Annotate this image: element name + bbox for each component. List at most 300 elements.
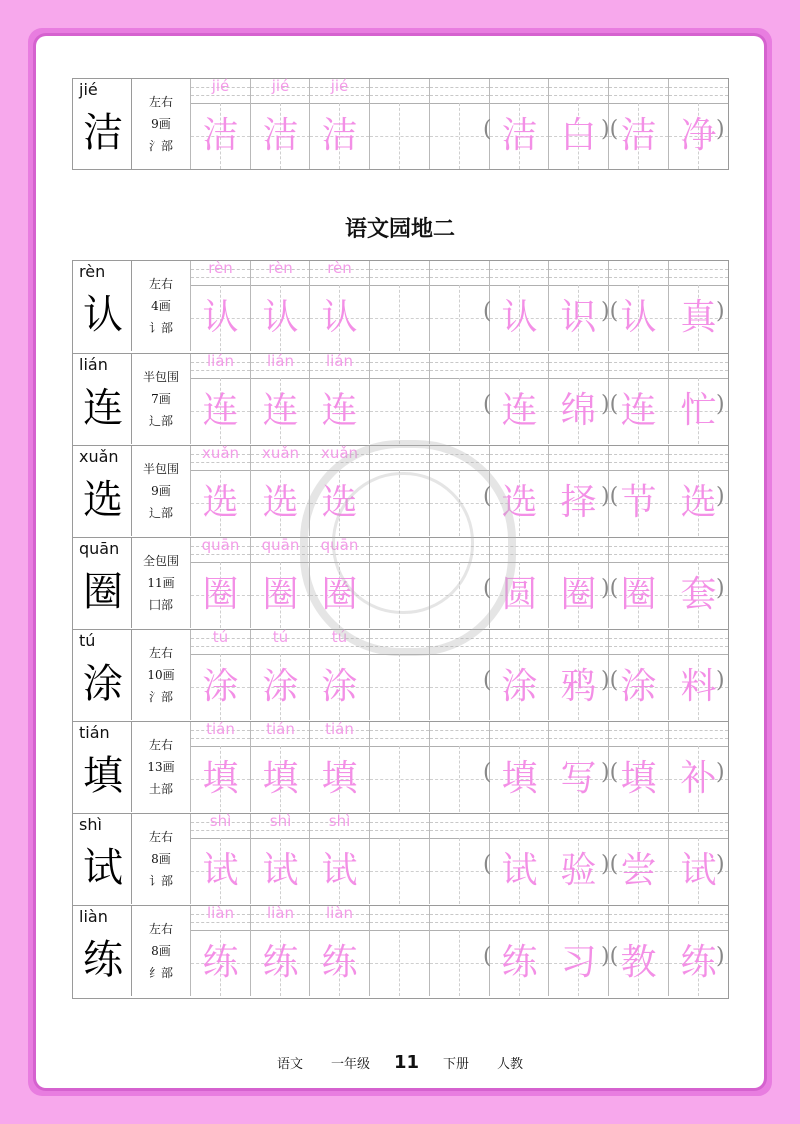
trace-pinyin: tú (212, 628, 229, 646)
pinyin-line (490, 738, 549, 739)
pinyin-line (609, 454, 668, 455)
pinyin-line (430, 738, 489, 739)
word-character: 涂 (501, 666, 538, 707)
pinyin-line (310, 277, 369, 278)
word-parenthesis: ) (716, 944, 725, 969)
pinyin-line (669, 95, 728, 96)
writing-grid (190, 79, 728, 169)
pinyin-line (549, 454, 608, 455)
grid-cell (309, 79, 369, 169)
pinyin-line (370, 362, 429, 363)
grid-cell (548, 722, 608, 812)
grid-cell (548, 261, 608, 351)
row-pinyin: tú (79, 631, 96, 650)
pinyin-line (549, 822, 608, 823)
trace-character: 填 (321, 758, 358, 799)
pinyin-line (669, 370, 728, 371)
pinyin-line (191, 370, 250, 371)
grid-cell (250, 814, 310, 904)
word-character: 绵 (560, 390, 597, 431)
stroke-count: 4画 (151, 299, 171, 313)
trace-pinyin: quān (261, 536, 300, 554)
row-character: 选 (83, 477, 123, 523)
pinyin-line (549, 462, 608, 463)
practice-row (73, 905, 728, 996)
trace-pinyin: rèn (208, 259, 233, 277)
pinyin-line (669, 922, 728, 923)
character-info (131, 630, 191, 720)
row-character: 试 (83, 845, 123, 891)
word-parenthesis: ( (483, 668, 492, 693)
row-character: 洁 (83, 110, 123, 156)
grid-cell (250, 906, 310, 996)
pinyin-line (549, 95, 608, 96)
pinyin-line (490, 370, 549, 371)
pinyin-line (669, 87, 728, 88)
pinyin-line (251, 738, 310, 739)
watermark-seal (300, 440, 516, 656)
pinyin-line (191, 646, 250, 647)
trace-pinyin: liàn (206, 904, 235, 922)
pinyin-line (370, 822, 429, 823)
word-parenthesis: ( (483, 299, 492, 324)
structure-label: 左右 (148, 646, 173, 660)
word-character: 忙 (680, 390, 717, 431)
grid-cell (190, 906, 250, 996)
pinyin-line (549, 554, 608, 555)
character-info (131, 906, 191, 996)
pinyin-line (430, 822, 489, 823)
character-info (131, 722, 191, 812)
pinyin-line (609, 914, 668, 915)
page-number: 11 (393, 1052, 420, 1073)
pinyin-line (669, 738, 728, 739)
grid-cell (369, 906, 429, 996)
pinyin-line (669, 646, 728, 647)
word-character: 选 (680, 482, 717, 523)
guide-line-v (459, 838, 460, 904)
writing-grid (190, 722, 728, 812)
trace-pinyin: quān (320, 536, 359, 554)
pinyin-line (310, 370, 369, 371)
trace-character: 圈 (262, 574, 299, 615)
radical-label: 辶部 (148, 414, 173, 428)
word-parenthesis: ( (483, 852, 492, 877)
trace-character: 涂 (321, 666, 358, 707)
grid-cell (369, 79, 429, 169)
pinyin-line (490, 95, 549, 96)
pinyin-line (490, 822, 549, 823)
pinyin-line (549, 914, 608, 915)
practice-row (73, 79, 728, 169)
pinyin-line (549, 87, 608, 88)
trace-character: 试 (202, 850, 239, 891)
trace-pinyin: shì (269, 812, 292, 830)
row-pinyin: rèn (79, 262, 106, 281)
pinyin-line (370, 738, 429, 739)
pinyin-line (609, 638, 668, 639)
guide-line-v (459, 103, 460, 169)
pinyin-line (549, 277, 608, 278)
trace-character: 试 (262, 850, 299, 891)
word-parenthesis: )( (601, 117, 619, 142)
pinyin-line (251, 922, 310, 923)
trace-pinyin: tián (325, 720, 354, 738)
word-character: 验 (560, 850, 597, 891)
row-character: 填 (83, 753, 123, 799)
word-parenthesis: ) (716, 760, 725, 785)
row-character: 认 (83, 292, 123, 338)
pinyin-line (549, 638, 608, 639)
grid-cell (190, 722, 250, 812)
pinyin-line (251, 95, 310, 96)
grid-cell (548, 79, 608, 169)
word-character: 写 (560, 758, 597, 799)
row-pinyin: tián (79, 723, 110, 742)
writing-grid (190, 354, 728, 444)
pinyin-line (370, 830, 429, 831)
word-parenthesis: )( (601, 852, 619, 877)
pinyin-line (251, 277, 310, 278)
grid-cell (369, 354, 429, 444)
pinyin-line (609, 922, 668, 923)
pinyin-line (191, 462, 250, 463)
pinyin-line (430, 277, 489, 278)
pinyin-line (609, 554, 668, 555)
pinyin-line (191, 922, 250, 923)
pinyin-line (191, 554, 250, 555)
stroke-count: 8画 (151, 944, 171, 958)
footer-subject: 语文 (276, 1057, 303, 1072)
trace-pinyin: jié (330, 77, 349, 95)
trace-pinyin: xuǎn (320, 444, 359, 462)
guide-line-v (399, 378, 400, 444)
row-pinyin: shì (79, 815, 102, 834)
stroke-count: 11画 (147, 576, 175, 590)
grid-cell (190, 354, 250, 444)
pinyin-line (549, 830, 608, 831)
grid-cell (489, 261, 549, 351)
footer-volume: 下册 (443, 1057, 470, 1072)
pinyin-line (370, 922, 429, 923)
radical-label: 氵部 (148, 139, 173, 153)
pinyin-line (609, 95, 668, 96)
trace-pinyin: shì (328, 812, 351, 830)
pinyin-line (310, 922, 369, 923)
trace-character: 洁 (321, 115, 358, 156)
grid-cell (190, 814, 250, 904)
word-character: 练 (501, 942, 538, 983)
pinyin-line (490, 362, 549, 363)
trace-pinyin: liàn (325, 904, 354, 922)
trace-pinyin: tián (266, 720, 295, 738)
pinyin-line (191, 738, 250, 739)
trace-pinyin: jié (211, 77, 230, 95)
word-character: 教 (620, 942, 657, 983)
trace-pinyin: shì (209, 812, 232, 830)
pinyin-line (490, 830, 549, 831)
structure-label: 左右 (148, 922, 173, 936)
pinyin-line (370, 914, 429, 915)
grid-cell (250, 630, 310, 720)
pinyin-line (549, 730, 608, 731)
guide-line-v (399, 103, 400, 169)
practice-row (73, 721, 728, 812)
word-parenthesis: ( (483, 944, 492, 969)
pinyin-line (490, 730, 549, 731)
structure-label: 左右 (148, 95, 173, 109)
pinyin-line (430, 370, 489, 371)
radical-label: 囗部 (148, 598, 173, 612)
grid-cell (548, 814, 608, 904)
grid-cell (489, 906, 549, 996)
trace-pinyin: tú (331, 628, 348, 646)
pinyin-line (310, 830, 369, 831)
grid-cell (190, 538, 250, 628)
pinyin-line (370, 730, 429, 731)
pinyin-line (549, 269, 608, 270)
character-info (131, 814, 191, 904)
trace-pinyin: quān (201, 536, 240, 554)
word-parenthesis: )( (601, 668, 619, 693)
grid-cell (548, 906, 608, 996)
guide-line-v (459, 930, 460, 996)
pinyin-line (669, 362, 728, 363)
stroke-count: 8画 (151, 852, 171, 866)
trace-character: 圈 (202, 574, 239, 615)
grid-cell (429, 906, 489, 996)
practice-row (73, 353, 728, 444)
pinyin-line (609, 462, 668, 463)
trace-character: 选 (262, 482, 299, 523)
grid-cell (250, 261, 310, 351)
word-character: 试 (501, 850, 538, 891)
word-parenthesis: ( (483, 392, 492, 417)
grid-cell (190, 79, 250, 169)
word-parenthesis: )( (601, 944, 619, 969)
guide-line-v (399, 746, 400, 812)
grid-cell (489, 630, 549, 720)
pinyin-line (609, 370, 668, 371)
word-character: 圈 (560, 574, 597, 615)
pinyin-line (609, 269, 668, 270)
word-character: 圈 (620, 574, 657, 615)
trace-pinyin: liàn (266, 904, 295, 922)
word-character: 圆 (501, 574, 538, 615)
grid-cell (190, 261, 250, 351)
footer-edition: 人教 (497, 1057, 524, 1072)
grid-cell (369, 722, 429, 812)
word-parenthesis: )( (601, 299, 619, 324)
grid-cell (190, 446, 250, 536)
structure-label: 全包围 (142, 554, 179, 568)
pinyin-line (669, 554, 728, 555)
word-parenthesis: ) (716, 668, 725, 693)
trace-pinyin: tú (272, 628, 289, 646)
pinyin-line (669, 830, 728, 831)
guide-line-v (399, 654, 400, 720)
word-parenthesis: ( (483, 117, 492, 142)
guide-line-v (399, 930, 400, 996)
trace-character: 连 (321, 390, 358, 431)
word-character: 鸦 (560, 666, 597, 707)
pinyin-line (251, 646, 310, 647)
guide-line-v (459, 378, 460, 444)
row-pinyin: liàn (79, 907, 108, 926)
practice-row (73, 261, 728, 351)
pinyin-line (370, 370, 429, 371)
row-character: 练 (83, 937, 123, 983)
grid-cell (429, 722, 489, 812)
word-character: 连 (501, 390, 538, 431)
trace-character: 填 (262, 758, 299, 799)
word-character: 节 (620, 482, 657, 523)
grid-cell (369, 261, 429, 351)
radical-label: 辶部 (148, 506, 173, 520)
row-character: 连 (83, 385, 123, 431)
trace-character: 练 (262, 942, 299, 983)
word-character: 认 (501, 297, 538, 338)
grid-cell (489, 722, 549, 812)
grid-cell (548, 446, 608, 536)
pinyin-line (609, 830, 668, 831)
grid-cell (190, 630, 250, 720)
word-character: 洁 (620, 115, 657, 156)
character-info (131, 538, 191, 628)
stroke-count: 10画 (147, 668, 175, 682)
grid-cell (429, 261, 489, 351)
pinyin-line (430, 922, 489, 923)
pinyin-line (549, 646, 608, 647)
grid-cell (489, 79, 549, 169)
pinyin-line (669, 822, 728, 823)
pinyin-line (490, 638, 549, 639)
stroke-count: 9画 (151, 484, 171, 498)
pinyin-line (669, 730, 728, 731)
pinyin-line (430, 830, 489, 831)
row-pinyin: lián (79, 355, 108, 374)
trace-character: 认 (262, 297, 299, 338)
trace-pinyin: lián (325, 352, 354, 370)
trace-character: 连 (202, 390, 239, 431)
stroke-count: 13画 (147, 760, 175, 774)
page-footer (0, 1052, 800, 1073)
word-parenthesis: ( (483, 484, 492, 509)
pinyin-line (310, 738, 369, 739)
trace-character: 洁 (262, 115, 299, 156)
trace-character: 洁 (202, 115, 239, 156)
grid-cell (548, 538, 608, 628)
pinyin-line (609, 362, 668, 363)
character-info (131, 446, 191, 536)
pinyin-line (669, 638, 728, 639)
pinyin-line (490, 646, 549, 647)
structure-label: 半包围 (142, 370, 179, 384)
trace-character: 认 (321, 297, 358, 338)
grid-cell (429, 814, 489, 904)
pinyin-line (430, 914, 489, 915)
pinyin-line (669, 269, 728, 270)
word-character: 练 (680, 942, 717, 983)
guide-line-v (399, 838, 400, 904)
pinyin-line (490, 462, 549, 463)
word-character: 套 (680, 574, 717, 615)
word-character: 认 (620, 297, 657, 338)
trace-pinyin: rèn (268, 259, 293, 277)
word-character: 料 (680, 666, 717, 707)
word-parenthesis: )( (601, 760, 619, 785)
pinyin-line (669, 462, 728, 463)
trace-character: 涂 (202, 666, 239, 707)
row-pinyin: quān (79, 539, 120, 558)
grid-cell (250, 722, 310, 812)
guide-line-v (459, 746, 460, 812)
radical-label: 讠部 (148, 321, 173, 335)
radical-label: 氵部 (148, 690, 173, 704)
pinyin-line (430, 87, 489, 88)
word-character: 洁 (501, 115, 538, 156)
pinyin-line (191, 830, 250, 831)
section-title: 语文园地二 (344, 217, 455, 242)
radical-label: 讠部 (148, 874, 173, 888)
trace-character: 试 (321, 850, 358, 891)
row-pinyin: jié (79, 80, 98, 99)
pinyin-line (609, 730, 668, 731)
practice-block-top (72, 78, 729, 170)
structure-label: 左右 (148, 830, 173, 844)
grid-cell (309, 261, 369, 351)
pinyin-line (549, 922, 608, 923)
pinyin-line (490, 269, 549, 270)
guide-line-v (459, 654, 460, 720)
guide-line-v (459, 285, 460, 351)
trace-character: 圈 (321, 574, 358, 615)
pinyin-line (549, 362, 608, 363)
grid-cell (309, 354, 369, 444)
word-parenthesis: ( (483, 576, 492, 601)
trace-character: 认 (202, 297, 239, 338)
word-character: 涂 (620, 666, 657, 707)
pinyin-line (251, 830, 310, 831)
word-character: 试 (680, 850, 717, 891)
word-character: 补 (680, 758, 717, 799)
word-parenthesis: ) (716, 576, 725, 601)
radical-label: 纟部 (148, 966, 173, 980)
grid-cell (548, 354, 608, 444)
word-character: 净 (680, 115, 717, 156)
grid-cell (309, 906, 369, 996)
grid-cell (429, 354, 489, 444)
stroke-count: 9画 (151, 117, 171, 131)
structure-label: 左右 (148, 277, 173, 291)
writing-grid (190, 814, 728, 904)
pinyin-line (251, 370, 310, 371)
word-parenthesis: )( (601, 484, 619, 509)
pinyin-line (490, 87, 549, 88)
pinyin-line (370, 95, 429, 96)
word-parenthesis: ) (716, 299, 725, 324)
trace-character: 选 (202, 482, 239, 523)
pinyin-line (669, 546, 728, 547)
character-info (131, 79, 191, 169)
writing-grid (190, 261, 728, 351)
pinyin-line (370, 87, 429, 88)
grid-cell (489, 354, 549, 444)
row-pinyin: xuǎn (79, 447, 119, 466)
word-character: 选 (501, 482, 538, 523)
pinyin-line (669, 914, 728, 915)
pinyin-line (609, 277, 668, 278)
